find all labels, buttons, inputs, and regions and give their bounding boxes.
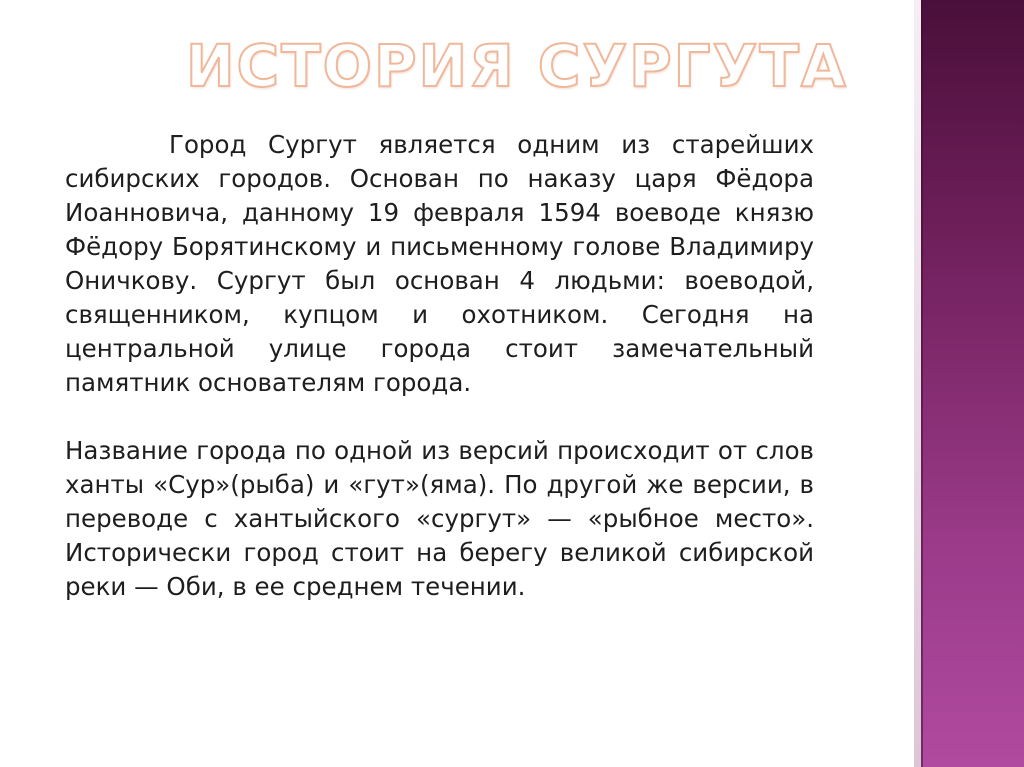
decorative-side-panel: [914, 0, 1024, 767]
side-panel-highlight: [914, 0, 921, 767]
slide-body: [65, 128, 814, 604]
paragraph-founding: Город Сургут является одним из старейших сибирских городов. Основан по наказу царя Фёдора Иоанновича, данному 19 февраля 1594 воеводе князю Фёдору Борятинскому и письменному голове Владимиру Оничкову. Сургут был основан 4 людьми: воеводой, священником, купцом и охотником. Сегодня на центральной улице города стоит замечательный памятник основателям города.: [65, 130, 814, 397]
slide-title: ИСТОРИЯ СУРГУТА: [186, 32, 848, 100]
side-panel-divider: [921, 0, 923, 767]
paragraph-name-origin: Название города по одной из версий происходит от слов ханты «Сур»(рыба) и «гут»(яма). По другой же версии, в переводе с хантыйского «сургут» — «рыбное место». Исторически город стоит на берегу великой сибирской реки — Оби, в ее среднем течении.: [65, 436, 814, 601]
